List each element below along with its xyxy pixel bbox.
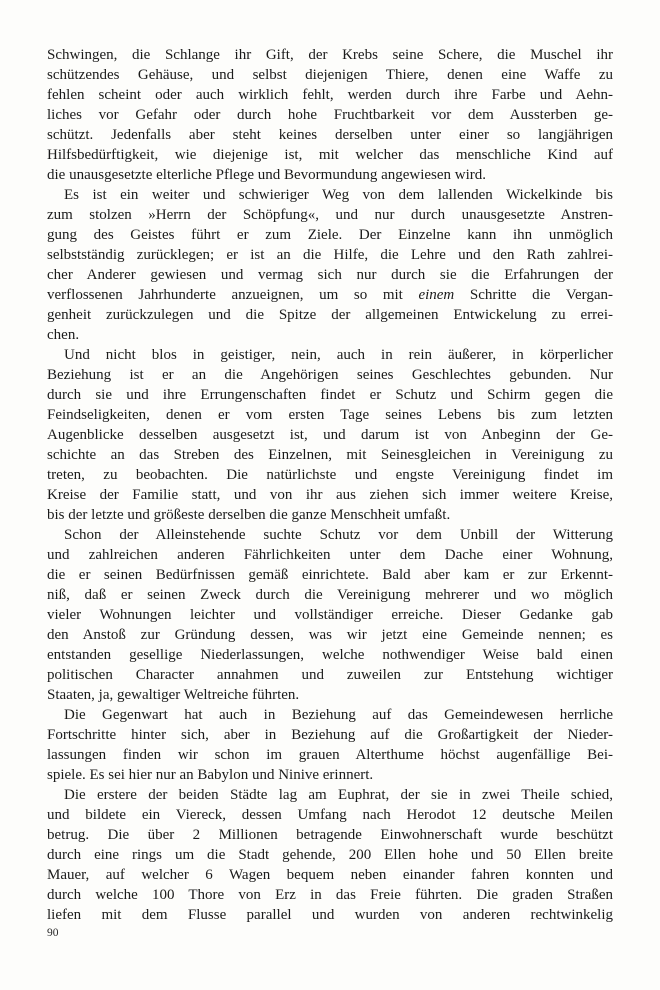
text-line: lassungen finden wir schon im grauen Alterthume höchst augenfällige Bei-: [47, 747, 613, 763]
text-line: die er seinen Bedürfnissen gemäß einrichtete. Bald aber kam er zur Erkennt-: [47, 567, 613, 583]
text-line: schützt. Jedenfalls aber steht keines derselben unter einer so langjährigen: [47, 127, 613, 143]
text-line: Die erstere der beiden Städte lag am Euphrat, der sie in zwei Theile schied,: [64, 787, 613, 803]
text-line: Feindseligkeiten, denen er vom ersten Tage seines Lebens bis zum letzten: [47, 407, 613, 423]
text-line: politischen Character annahmen und zuweilen zur Entstehung wichtiger: [47, 667, 613, 683]
text-line: cher Anderer gewiesen und vermag sich nur durch sie die Erfahrungen der: [47, 267, 613, 283]
text-block: [47, 45, 613, 925]
text-line: Beziehung ist er an die Angehörigen seines Geschlechtes gebunden. Nur: [47, 367, 613, 383]
text-line: Die Gegenwart hat auch in Beziehung auf das Gemeindewesen herrliche: [64, 707, 613, 723]
paragraph: [47, 705, 613, 785]
text-line: fehlen scheint oder auch wirklich fehlt, werden durch ihre Farbe und Aehn-: [47, 87, 613, 103]
text-line: schützendes Gehäuse, und selbst diejenigen Thiere, denen eine Waffe zu: [47, 67, 613, 83]
text-line: gung des Geistes führt er zum Ziele. Der Einzelne kann ihn unmöglich: [47, 227, 613, 243]
text-line: die unausgesetzte elterliche Pflege und Bevormundung angewiesen wird.: [47, 167, 487, 183]
text-line: Kreise der Familie statt, und von ihr aus ziehen sich immer weitere Kreise,: [47, 487, 613, 503]
paragraph: [47, 345, 613, 525]
text-line: selbstständig zurücklegen; er ist an die Hilfe, die Lehre und den Rath zahlrei-: [47, 247, 613, 263]
text-line: bis der letzte und größeste derselben die ganze Menschheit umfaßt.: [47, 507, 451, 523]
text-line: durch sie und ihre Errungenschaften findet er Schutz und Schirm gegen die: [47, 387, 613, 403]
text-line: zum stolzen »Herrn der Schöpfung«, und nur durch unausgesetzte Anstren-: [47, 207, 613, 223]
text-line: vieler Wohnungen leichter und vollständiger erreiche. Dieser Gedanke gab: [47, 607, 613, 623]
text-line: genheit zurückzulegen und die Spitze der allgemeinen Entwickelung zu errei-: [47, 307, 613, 323]
text-line: Schon der Alleinstehende suchte Schutz vor dem Unbill der Witterung: [64, 527, 613, 543]
text-line: chen.: [47, 327, 80, 343]
text-line: liches vor Gefahr oder durch hohe Fruchtbarkeit vor dem Aussterben ge-: [47, 107, 613, 123]
text-line: niß, daß er seinen Zweck durch die Vereinigung mehrerer und wo möglich: [47, 587, 613, 603]
text-line: und zahlreichen anderen Fährlichkeiten unter dem Dache einer Wohnung,: [47, 547, 613, 563]
text-line: Augenblicke desselben ausgesetzt ist, und darum ist von Anbeginn der Ge-: [47, 427, 613, 443]
text-line: spiele. Es sei hier nur an Babylon und Ninive erinnert.: [47, 767, 374, 783]
text-line: betrug. Die über 2 Millionen betragende Einwohnerschaft wurde beschützt: [47, 827, 613, 843]
paragraph: [47, 525, 613, 705]
text-line: den Anstoß zur Gründung dessen, was wir jetzt eine Gemeinde nennen; es: [47, 627, 613, 643]
paragraph: [47, 785, 613, 925]
text-line: schichte an das Streben des Einzelnen, mit Seinesgleichen in Vereinigung zu: [47, 447, 613, 463]
text-line: liefen mit dem Flusse parallel und wurden von anderen rechtwinkelig: [47, 907, 613, 923]
text-line: entstanden gesellige Niederlassungen, welche nothwendiger Weise bald einen: [47, 647, 613, 663]
text-line: Hilfsbedürftigkeit, wie diejenige ist, mit welcher das menschliche Kind auf: [47, 147, 613, 163]
paragraph: [47, 185, 613, 345]
text-line: verflossenen Jahrhunderte anzueignen, um so mit einem Schritte die Vergan-: [47, 287, 613, 303]
paragraph: [47, 45, 613, 185]
text-line: Und nicht blos in geistiger, nein, auch in rein äußerer, in körperlicher: [64, 347, 613, 363]
text-line: treten, zu beobachten. Die natürlichste und engste Vereinigung findet im: [47, 467, 613, 483]
text-line: Staaten, ja, gewaltiger Weltreiche führten.: [47, 687, 300, 703]
text-line: durch welche 100 Thore von Erz in das Freie führten. Die graden Straßen: [47, 887, 613, 903]
text-line: Es ist ein weiter und schwieriger Weg von dem lallenden Wickelkinde bis: [64, 187, 613, 203]
text-line: Mauer, auf welcher 6 Wagen bequem neben einander fahren konnten und: [47, 867, 613, 883]
text-line: und bildete ein Viereck, dessen Umfang nach Herodot 12 deutsche Meilen: [47, 807, 613, 823]
text-line: Schwingen, die Schlange ihr Gift, der Krebs seine Schere, die Muschel ihr: [47, 47, 613, 63]
text-line: Fortschritte hinter sich, aber in Beziehung auf die Großartigkeit der Nieder-: [47, 727, 613, 743]
text-line: durch eine rings um die Stadt gehende, 200 Ellen hohe und 50 Ellen breite: [47, 847, 613, 863]
page-number: 90: [47, 927, 59, 939]
